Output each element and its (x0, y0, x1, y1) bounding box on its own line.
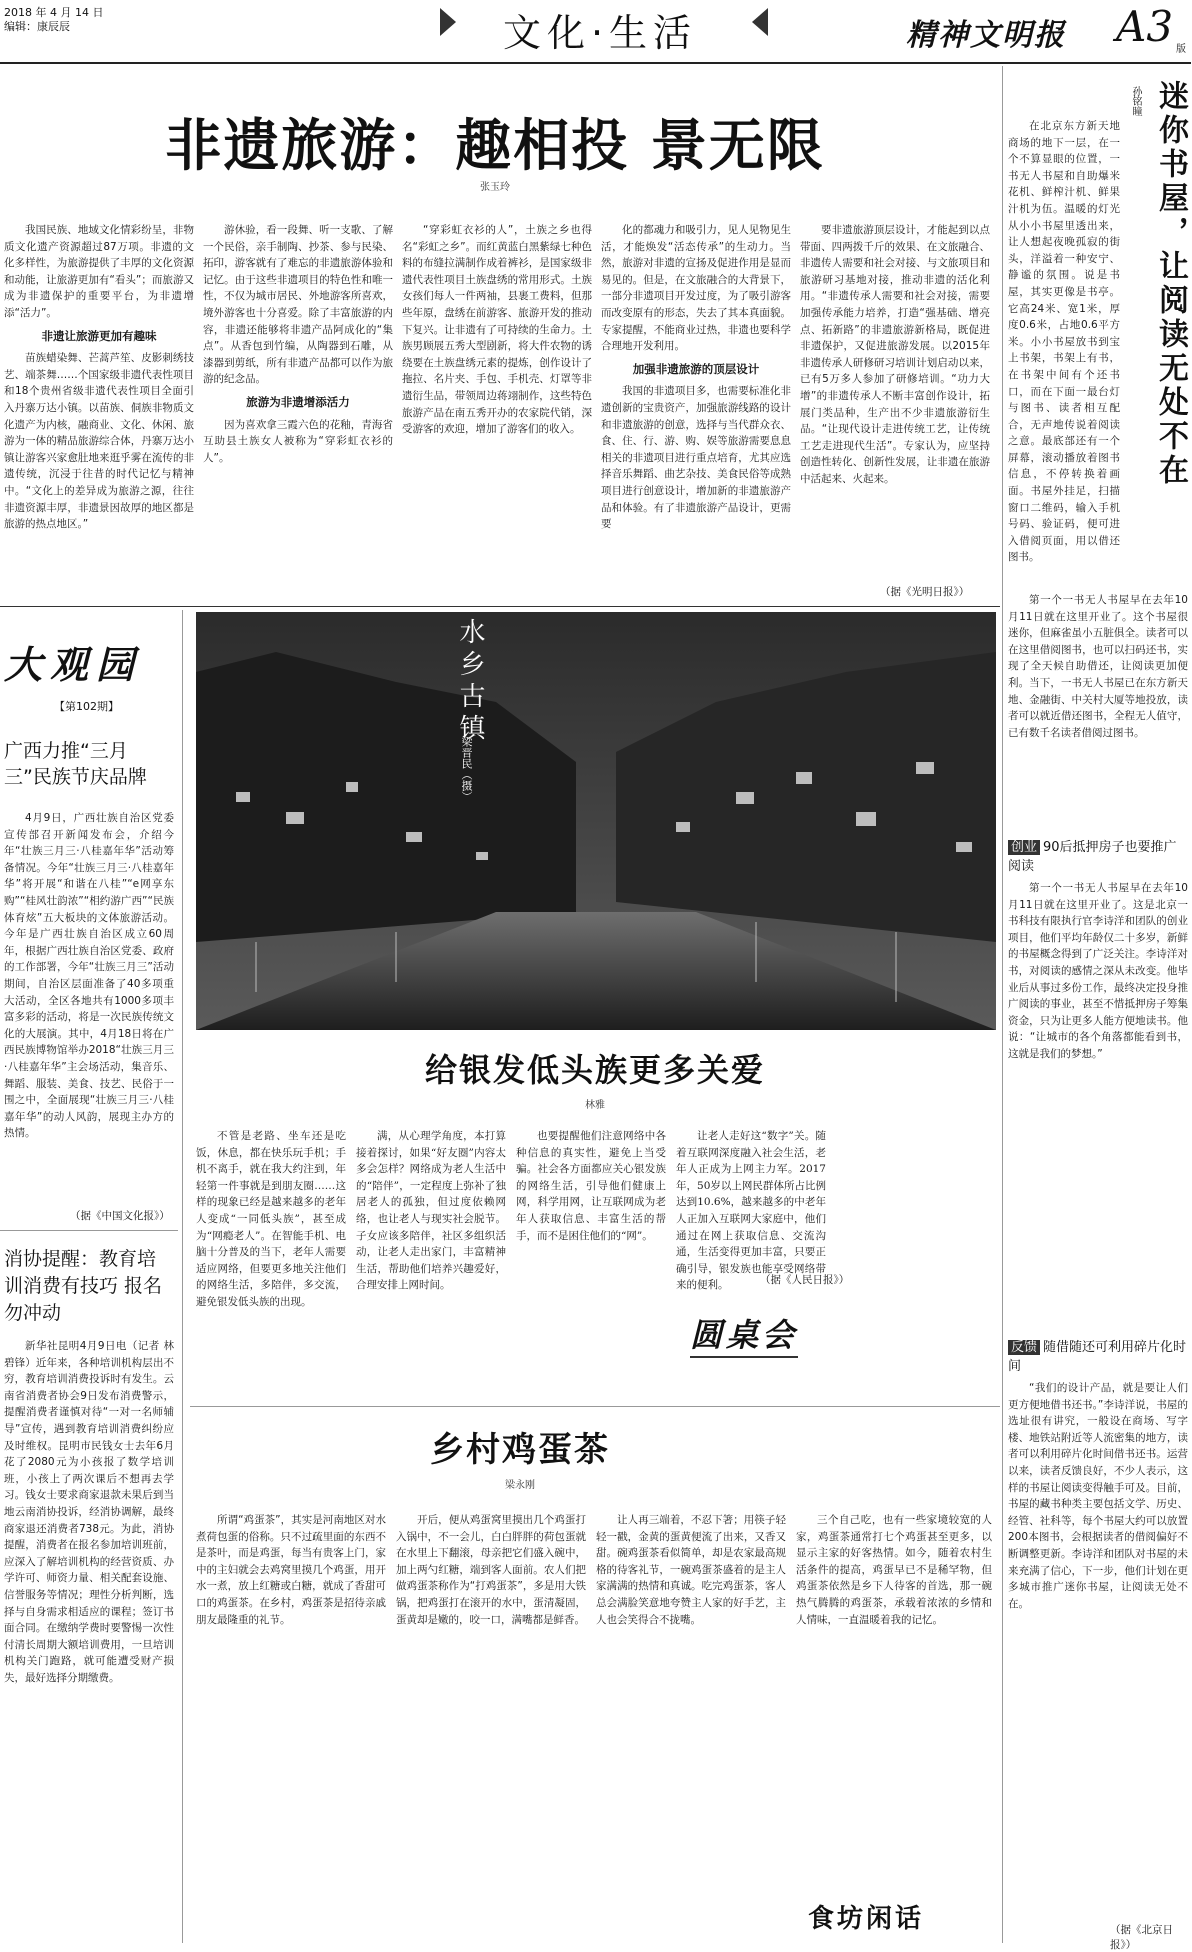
bottom-col-2-text: 开后，便从鸡蛋窝里摸出几个鸡蛋打入锅中，不一会儿，白白胖胖的荷包蛋就在水里上下翻滚，母亲把它们盛入碗中，加上两勺红糖，端到客人面前。农人们把做鸡蛋茶称作为“打鸡蛋茶”，多是用大铁锅，把鸡蛋打在滚开的水中，蛋清凝固，蛋黄却是嫩的，咬一口，满嘴都是鲜香。 (396, 1514, 586, 1626)
bottom-col-1-text: 所谓“鸡蛋茶”，其实是河南地区对水煮荷包蛋的俗称。只不过疏里面的东西不是茶叶，而是鸡蛋，每当有贵客上门，家中的主妇就会去鸡窝里摸几个鸡蛋，用开水一煮，放上红糖或白糖，就成了香甜可口的鸡蛋茶。在乡村，鸡蛋茶是招待亲戚朋友最隆重的礼节。 (196, 1514, 386, 1626)
left-column (0, 610, 178, 1943)
bottom-col-3 (596, 1512, 786, 1937)
water-town-photo-art (196, 612, 996, 1030)
photo-caption: 水乡古镇 (455, 618, 485, 746)
water-town-photo (196, 612, 996, 1030)
mid-col-2-text: 满，从心理学角度，本打算接着探讨，如果“好友圈”内容太多会怎样？网络成为老人生活中的“陪伴”，一定程度上弥补了独居老人的孤独，但过度依赖网络，也让老人与现实社会脱节。子女应该多陪伴，社区多组织活动，让老人走出家门，丰富精神生活，帮助他们培养兴趣爱好，合理安排上网时间。 (356, 1130, 506, 1292)
header-rule (0, 62, 1191, 64)
right-body-3-text: 第一个一书无人书屋早在去年10月11日就在这里开业了。这是北京一书科技有限执行官李诗洋和团队的创业项目，他们平均年龄仅二十多岁，新鲜的书屋概念得到了广泛关注。李诗洋对书，对阅读的感情之深从未改变。他毕业后从事过多份工作，最终决定投身推广阅读的事业，甚至不惜抵押房子筹集资金，只为让更多人能方便地读书。他说：“让城市的各个角落都能看到书，这就是我们的梦想。” (1008, 882, 1188, 1060)
left-divider (0, 1230, 178, 1231)
top-col-5 (800, 222, 990, 584)
photo-credit: 梁晋民（摄） (460, 736, 473, 802)
left-vrule (182, 610, 183, 1943)
roundtable-logo: 圆桌会 (690, 1310, 798, 1358)
page-number: A3 (1116, 2, 1174, 51)
story2-body (4, 1338, 174, 1938)
story2-text: 新华社昆明4月9日电（记者 林碧锋）近年来，各种培训机构层出不穷，教育培训消费投诉时有发生。云南省消费者协会9日发布消费警示，提醒消费者谨慎对待“一对一名师辅导”宣传，遇到教育培训消费纠纷应及时维权。昆明市民钱女士去年6月花了2080元为小孩报了数学培训班，小孩上了两次课后不想再去学习。钱女士要求商家退款未果后到当地云南消协投诉，经消协调解，最终商家退还消费者738元。为此，消协提醒，消费者在报名参加培训班前，应深入了解培训机构的经营资质、办学许可、师资力量、相关配套设施、信誉服务等情况；理性分析判断，选择与自身需求相适应的课程；签订书面合同。在缴纳学费时要警惕一次性付清长周期大额培训费用，一旦培训机构关门跑路，就可能遭受财产损失，最好选择分期缴费。 (4, 1340, 174, 1684)
right-body-1 (1008, 118, 1120, 588)
top-col-3-text: “穿彩虹衣衫的人”，土族之乡也得名“彩虹之乡”。而红黄蓝白黑紫绿七种色料的布缝拉满制作成着裤衫，是国家级非遗代表性项目土族盘绣的常用形式。土族女孩们每人一件两袖，县裹工费料，但那些年原，盘绣在前游客、旅游开发的推动下复兴。让非遗有了可持续的生命力。土族男顾展五秀大型剧新，将大件农物的诱绕要在土族盘绣元素的提炼，创作设计了拖拉、名片夹、手包、手机壳、灯罩等非遗衍生品，带领周边蒋翊制作，这些特色旅游产品在南五秀开办的农家院代销，深受游客的欢迎，增加了游客们的收入。 (402, 224, 592, 436)
right-column-title: 迷你书屋，让阅读无处不在 (1153, 80, 1188, 488)
story1-source: （据《中国文化报》） (70, 1210, 170, 1222)
top-col-1-text: 我国民族、地域文化情彩纷呈，非物质文化遗产资源超过87万项。非遗的文化多样性，为旅游提供了丰厚的文化资源和动能，让旅游更加有“看头”；而旅游又成为非遗保护的重要平台，为非遗增添“活力”。 (4, 224, 194, 319)
top-col-4-text: 化的都魂力和吸引力，见人见物见生活，才能焕发“活态传承”的生动力。当然，旅游对非遗的宣扬及促进作用是显而易见的。但是，在文旅融合的大背景下，一部分非遗项目开发过度，为了吸引游客而改变原有的形态，失去了其本真面貌。专家提醒，不能商业过热，非遗也要科学合理地开发利用。 (601, 224, 791, 353)
section-title: 文化·生活 (502, 11, 698, 55)
dagauanyuan-logo: 大观园 (4, 642, 143, 687)
story2-title: 消协提醒：教育培训消费有技巧 报名勿冲动 (4, 1248, 163, 1324)
middle-story-source: （据《人民日报》） (760, 1274, 850, 1286)
page-suffix: 版 (1176, 44, 1186, 55)
bottom-col-4-text: 三个自己吃，也有一些家境较宽的人家，鸡蛋茶通常打七个鸡蛋甚至更多，以显示主家的好客热情。如今，随着农村生活条件的提高，鸡蛋早已不是稀罕物，但鸡蛋茶依然是乡下人待客的首选，那一碗热气腾腾的鸡蛋茶，承载着浓浓的乡情和人情味，一直温暖着我的记忆。 (796, 1514, 992, 1626)
mid-col-2 (356, 1128, 506, 1398)
right-subhead-2-text: 随借随还可利用碎片化时间 (1008, 1340, 1187, 1374)
right-body-1-text: 在北京东方新天地商场的地下一层，在一个不算显眼的位置，一书无人书屋和自助爆米花机、鲜榨汁机、鲜果汁机为伍。温暖的灯光从小小书屋里透出来，让人想起夜晚孤寂的街头，洋溢着一种安宁、静谧的氛围。说是书屋，其实更像是书亭。它高24米、宽1米，厚度0.6米，占地0.6平方米。小小书屋放书到宝上书架，书架上有书，在书架中间有个还书口，而在下面一最台灯与图书、读者相互配合，无声地传说着阅读之意。最底部还有一个屏幕，滚动播放着图书信息，不停转换着画面。书屋外挂足，扫描窗口二维码，输入手机号码、验证码，便可进入借阅页面，用以借还图书。 (1008, 120, 1120, 564)
top-col-2-subhead: 旅游为非遗增添活力 (246, 394, 350, 409)
right-subhead-1-tag: 创业 (1008, 840, 1040, 855)
top-col-4 (601, 222, 791, 602)
issue-number: 【第102期】 (54, 700, 119, 713)
top-col-4-text-b: 我国的非遗项目多，也需要标准化非遗创新的宝贵资产，加强旅游线路的设计和非遗旅游的创意，选择与当代群众衣、食、住、行、游、购、娱等旅游需要息息相关的非遗项目进行重点培育，尤其应选择音乐舞蹈、曲艺杂技、美食民俗等成熟项目进行创意设计，增加新的非遗旅游产品和体验。有了非遗旅游产品设计，更需要 (601, 385, 791, 531)
bottom-story-author: 梁永刚 (505, 1480, 535, 1491)
middle-bottom-rule (190, 1406, 1000, 1407)
story1-title: 广西力推“三月三”民族节庆品牌 (4, 740, 147, 788)
section-arrow-right-icon (752, 8, 768, 36)
mid-col-3 (516, 1128, 666, 1398)
right-vrule (1002, 66, 1003, 1943)
header-editor: 编辑：康辰辰 (4, 20, 70, 33)
bottom-story-title: 乡村鸡蛋茶 (430, 1430, 610, 1470)
right-column-source: （据《北京日报》） (1110, 1924, 1173, 1951)
food-column-logo: 食坊闲话 (808, 1904, 925, 1934)
top-col-3 (402, 222, 592, 602)
mid-col-3-text: 也要提醒他们注意网络中各种信息的真实性，避免上当受骗。社会各方面都应关心银发族的网络生活，引导他们健康上网，科学用网，让互联网成为老年人获取信息、丰富生活的帮手，而不是困住他们的“网”。 (516, 1130, 666, 1242)
right-subhead-2 (1008, 1338, 1188, 1376)
story1-body (4, 810, 174, 1208)
right-subhead-1-text: 90后抵押房子也要推广阅读 (1008, 840, 1177, 874)
top-col-1-subhead: 非遗让旅游更加有趣味 (41, 328, 157, 343)
story1-text: 4月9日，广西壮族自治区党委宣传部召开新闻发布会，介绍今年“壮族三月三·八桂嘉年华”活动筹备情况。今年“壮族三月三·八桂嘉年华”将开展“和谐在八桂”“e网享东购”“桂风壮韵浓”“相约游广西”“民族体育炫”五大板块的文体旅游活动。今年是广西壮族自治区成立60周年，根据广西壮族自治区党委、政府的工作部署，今年“壮族三月三”活动期间，自治区层面准备了40多项重大活动，全区各地共有1000多项丰富多彩的活动，将是一次民族传统文化的大展演。其中，4月18日将在广西民族博物馆举办2018“壮族三月三·八桂嘉年华”主会场活动，集音乐、舞蹈、服装、美食、技艺、民俗于一围之中，全面展现“壮族三月三·八桂嘉年华”的动人风韵，展现主办方的热情。 (4, 812, 174, 1140)
right-column-author: 孙铭瞳 (1130, 86, 1141, 116)
top-col-5-text: 要非遗旅游顶层设计，才能起到以点带面、四两拨千斤的效果、在文旅融合、非遗传人需要和社会对接、与文旅项目和旅游研习基地对接，推动非遗的活化利用。“非遗传承人需要和社会对接，需要加强传承能力培养，打造“强基础、增亮点、拓新路”的非遗旅游新格局，既促进非遗保护，又促进旅游发展。以2015年非遗传承人研修研习培训计划启动以来，已有5万多人参加了研修培训。“功力大增”的非遗传承人不断丰富创作设计，拓展门类品种，生产出不少非遗旅游衍生品。“让现代设计走进传统工艺，让传统工艺走进现代生活”。专家认为，应坚持创造性转化、创新性发展，让非遗在旅游中活起来、火起来。 (800, 224, 990, 485)
top-col-2 (203, 222, 393, 602)
top-story-title: 非遗旅游：趣相投 景无限 (165, 114, 825, 179)
top-story-source: （据《光明日报》） (880, 586, 970, 598)
top-col-2-text: 游休验，看一段舞、听一支歌、了解一个民俗，亲手制陶、抄茶、参与民染、拓印，游客就有了难忘的非遗旅游体验和记忆。由于这些非遗项目的特色性和唯一性，不仅为城市居民、外地游客所喜欢，境外游客也十分喜爱。除了丰富旅游的内容，非遗还能够将非遗产品阿成化的“集点”。从香包到竹编，从陶器到石雕，从漆器到剪纸，所有非遗产品都可以作为旅游的纪念品。 (203, 224, 393, 386)
top-col-2-text-b: 因为喜欢拿三霞六色的花釉，青海省互助县土族女人被称为“穿彩虹衣衫的人”。 (203, 418, 393, 464)
middle-story-author: 林雅 (585, 1100, 605, 1111)
middle-story-title: 给银发低头族更多关爱 (424, 1051, 765, 1089)
bottom-col-4 (796, 1512, 992, 1882)
header-date: 2018 年 4 月 14 日 (4, 6, 104, 19)
paper-name: 精神文明报 (906, 18, 1066, 53)
right-body-4-text: “我们的设计产品，就是要让人们更方便地借书还书。”李诗洋说，书屋的选址很有讲究，一般设在商场、写字楼、地铁站附近等人流密集的地方，读者可以利用碎片化时间借书还书。运营以来，读者反馈良好，不少人表示，这样的书屋让阅读变得触手可及。目前，书屋的藏书种类主要包括文学、历史、经管、社科等，每个书屋大约可以放置200本图书，会根据读者的借阅偏好不断调整更新。李诗洋和团队对书屋的未来充满了信心，下一步，他们计划在更多城市推广迷你书屋，让阅读无处不在。 (1008, 1382, 1188, 1610)
top-story-bottom-rule (0, 606, 1000, 607)
mid-col-4-text: 让老人走好这“数字”关。随着互联网深度融入社会生活，老年人正成为上网主力军。2017年，50岁以上网民群体所占比例达到10.6%，越来越多的中老年人正加入互联网大家庭中，他们通过在网上获取信息、交流沟通，生活变得更加丰富，只要正确引导，银发族也能享受网络带来的便利。 (676, 1130, 826, 1292)
right-body-4 (1008, 1380, 1188, 1920)
bottom-col-1 (196, 1512, 386, 1937)
mid-col-1-text: 不管是老路、坐车还是吃饭，休息，都在快乐玩手机；手机不离手，就在我大约注到，年轻第一件事就是到朋友圈……这样的现象已经是越来越多的老年人变成“一同低头族”，甚至成为“网瘾老人”。在智能手机、电脑十分普及的当下，老年人需要适应网络，但要更多地关注他们的网络生活，多陪伴，多交流，避免银发低头族的出现。 (196, 1130, 346, 1308)
section-arrow-left-icon (440, 8, 456, 36)
right-body-2 (1008, 592, 1188, 832)
top-col-1 (4, 222, 194, 602)
bottom-col-2 (396, 1512, 586, 1937)
mid-col-1 (196, 1128, 346, 1398)
top-col-1-text-b: 苗族蜡染舞、芒蒿芦笙、皮影刺绣技艺、端茶舞……个国家级非遗代表性项目和18个贵州省级非遗代表性项目全面引入丹寨万达小镇。以苗族、侗族非物质文化遗产为内核，融商业、文化、休闲、旅游为一体的精品旅游综合体，丹寨万达小镇让游客兴家愈肚地来逛乎雾在流传的非遗传统，沉浸于往昔的时代记忆与精神中。“文化上的差异成为旅游之源，往往非遗资源丰厚，非遗景因故厚的地区都是旅游的热点地区。” (4, 352, 194, 531)
right-body-2-text: 第一个一书无人书屋早在去年10月11日就在这里开业了。这个书屋很迷你，但麻雀虽小五脏俱全。读者可以在这里借阅图书，也可以扫码还书，实现了全天候自助借还，让阅读更加便利。当下，一书无人书屋已在东方新天地、金融街、中关村大厦等地投放，读者可以就近借还图书，全程无人值守，已有数千名读者借阅过图书。 (1008, 594, 1188, 739)
bottom-col-3-text: 让人再三端着，不忍下箸；用筷子轻轻一戳，金黄的蛋黄便流了出来，又香又甜。碗鸡蛋茶看似简单，却是农家最高规格的待客礼节，一碗鸡蛋茶盛着的是主人家满满的热情和真诚。吃完鸡蛋茶，客人总会满脸笑意地夸赞主人家的好手艺，主人也会笑得合不拢嘴。 (596, 1514, 786, 1626)
top-story-author: 张玉玲 (480, 182, 510, 193)
top-col-4-subhead: 加强非遗旅游的顶层设计 (632, 361, 760, 376)
right-subhead-2-tag: 反馈 (1008, 1340, 1040, 1355)
right-body-3 (1008, 880, 1188, 1330)
right-subhead-1 (1008, 838, 1188, 876)
header (0, 0, 1191, 62)
